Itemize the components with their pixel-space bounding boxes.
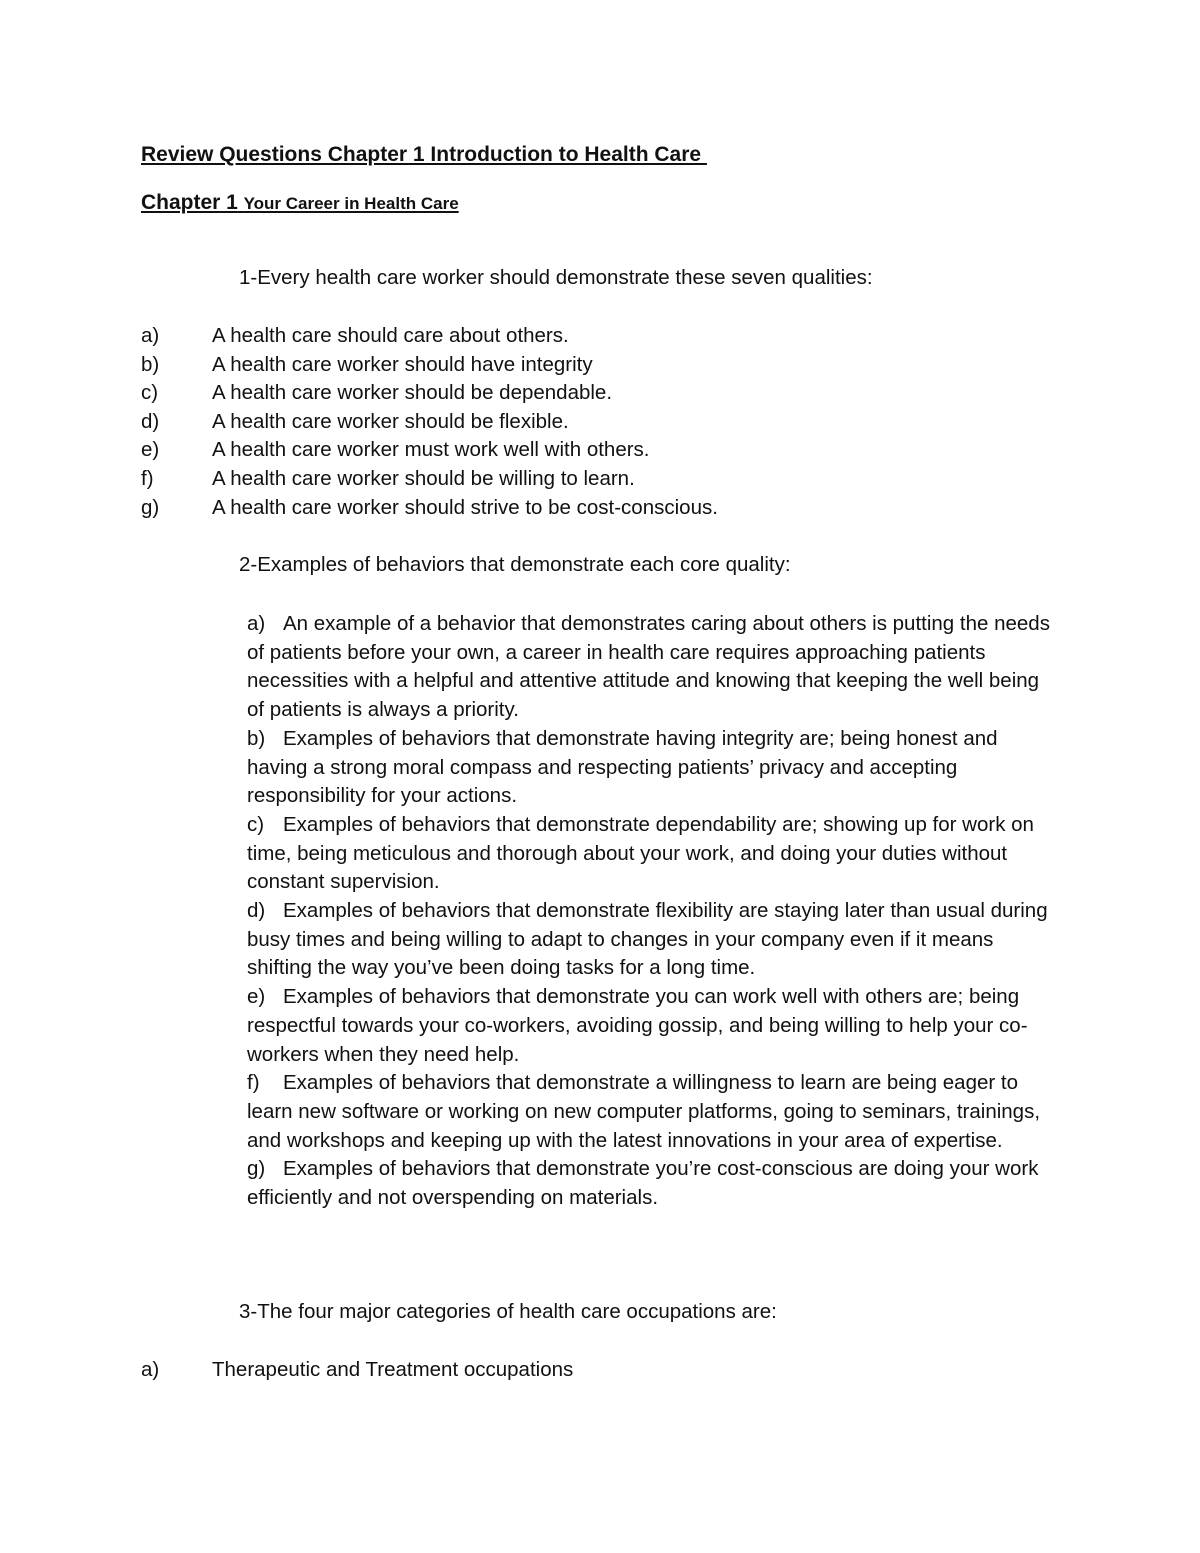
question-3-heading: 3-The four major categories of health care occupations are: (239, 1300, 777, 1323)
list-item (141, 408, 718, 437)
list-item (247, 610, 1059, 725)
list-item (141, 322, 718, 351)
list-item-letter: b) (247, 726, 266, 750)
question-1-heading: 1-Every health care worker should demonstrate these seven qualities: (239, 266, 873, 289)
chapter-label: Chapter 1 (141, 191, 238, 214)
question-1-list (141, 322, 718, 522)
list-item-text: Therapeutic and Treatment occupations (212, 1358, 574, 1381)
list-item-letter: e) (141, 438, 160, 462)
list-item (141, 379, 718, 408)
list-item-text: Examples of behaviors that demonstrate having integrity are; being honest and having a strong moral compass and respecting patients’ privacy and accepting responsibility for your actions. (247, 726, 998, 808)
list-item (247, 811, 1059, 897)
list-item-letter: f) (141, 466, 154, 490)
document-title: Review Questions Chapter 1 Introduction to Health Care (141, 143, 707, 166)
list-item-letter: e) (247, 985, 266, 1009)
list-item-text: An example of a behavior that demonstrates caring about others is putting the needs of patients before your own, a career in health care requires approaching patients necessities with a helpful and attentive attitude and knowing that keeping the well being of patients is always a priority. (247, 612, 1050, 722)
list-item (141, 1356, 573, 1385)
list-item (141, 465, 718, 494)
list-item (141, 494, 718, 523)
list-item (247, 983, 1059, 1069)
list-item-text: Examples of behaviors that demonstrate a willingness to learn are being eager to learn new software or working on new computer platforms, going to seminars, trainings, and workshops and keeping up with the latest innovations in your area of expertise. (247, 1071, 1041, 1152)
list-item-text: A health care should care about others. (212, 324, 569, 347)
list-item-text: A health care worker should be dependable. (212, 381, 613, 405)
question-2-heading: 2-Examples of behaviors that demonstrate each core quality: (239, 553, 791, 576)
list-item-text: Examples of behaviors that demonstrate dependability are; showing up for work on time, being meticulous and thorough about your work, and doing your duties without constant supervision. (247, 812, 1034, 894)
list-item (247, 725, 1059, 811)
list-item (247, 897, 1059, 983)
list-item-letter: a) (141, 1358, 160, 1381)
list-item-letter: a) (141, 324, 160, 347)
list-item (247, 1069, 1059, 1155)
list-item (141, 351, 718, 380)
list-item-letter: d) (141, 409, 160, 433)
list-item-text: A health care worker should have integrity (212, 352, 593, 376)
list-item (141, 436, 718, 465)
list-item-text: A health care worker should be flexible. (212, 409, 569, 433)
list-item-letter: d) (247, 899, 266, 923)
list-item-text: A health care worker must work well with others. (212, 438, 650, 462)
list-item-letter: a) (247, 612, 266, 635)
list-item-text: A health care worker should be willing to learn. (212, 466, 635, 490)
question-3-list (141, 1356, 573, 1385)
list-item-letter: c) (141, 381, 159, 405)
list-item (247, 1155, 1059, 1212)
list-item-letter: g) (247, 1157, 266, 1181)
chapter-topic: Your Career in Health Care (243, 194, 459, 213)
list-item-text: Examples of behaviors that demonstrate flexibility are staying later than usual during busy times and being willing to adapt to changes in your company even if it means shifting the way you’ve been doing tasks for a long time. (247, 899, 1048, 980)
list-item-letter: b) (141, 352, 160, 376)
question-2-list (247, 610, 1059, 1213)
list-item-letter: f) (247, 1071, 260, 1095)
list-item-text: Examples of behaviors that demonstrate you can work well with others are; being respectful towards your co-workers, avoiding gossip, and being willing to help your co-workers when they need help. (247, 985, 1028, 1066)
list-item-letter: c) (247, 812, 265, 836)
list-item-text: A health care worker should strive to be cost-conscious. (212, 495, 718, 519)
list-item-letter: g) (141, 495, 160, 519)
list-item-text: Examples of behaviors that demonstrate you’re cost-conscious are doing your work efficiently and not overspending on materials. (247, 1157, 1039, 1210)
chapter-subtitle (141, 191, 459, 215)
